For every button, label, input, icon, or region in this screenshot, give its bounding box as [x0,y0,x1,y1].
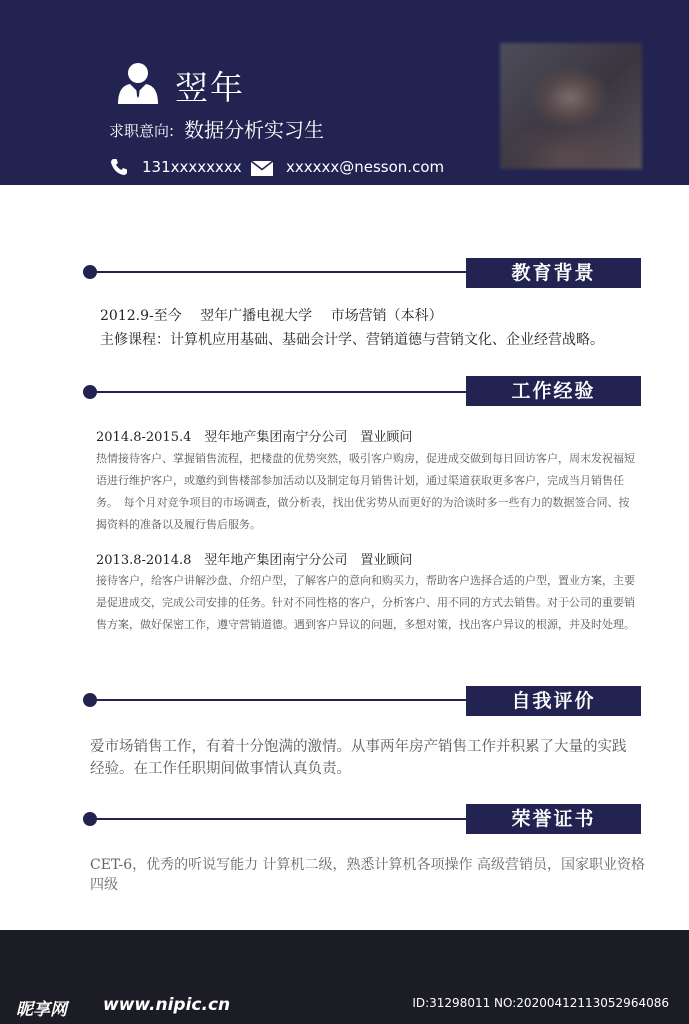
self-eval-section-line [90,699,470,701]
self-eval-text: 爱市场销售工作，有着十分饱满的激情。从事两年房产销售工作并积累了大量的实践经验。在工作任职期间做事情认真负责。 [90,739,627,777]
watermark-id: ID:31298011 NO:20200412113052964086 [412,996,669,1010]
education-section-title: 教育背景 [466,258,641,288]
job-1-heading: 2014.8-2015.4 翌年地产集团南宁分公司 置业顾问 [96,430,413,445]
self-eval-section-title: 自我评价 [466,686,641,716]
honors-section-title: 荣誉证书 [466,804,641,834]
phone-number: 131xxxxxxxx [142,158,242,176]
resume-header [0,0,689,185]
watermark-url: www.nipic.cn [103,995,231,1015]
work-section-title: 工作经验 [466,376,641,406]
job-1-description: 热情接待客户、掌握销售流程，把楼盘的优势突然，吸引客户购房，促进成交做到每日回访客户，周末发祝福短语进行维护客户，或邀约到售楼部参加活动以及制定每月销售计划，通过渠道获取更多客户，完成当月销售任务。 每个月对竞争项目的市场调查，做分析表，找出优劣势从而更好的为洽谈时多一些有力的数据签合同、按揭资料的准备以及履行售后服务。 [96,452,635,531]
watermark-logo: 昵享网 [16,1000,67,1020]
job-intent-value: 数据分析实习生 [184,118,324,142]
education-courses: 主修课程：计算机应用基础、基础会计学、营销道德与营销文化、企业经营战略。 [100,332,604,348]
education-section-line [90,271,470,273]
honors-section-line [90,818,470,820]
honors-text: CET-6，优秀的听说写能力 计算机二级，熟悉计算机各项操作 高级营销员，国家职业资格四级 [90,857,646,893]
email-address: xxxxxx@nesson.com [286,158,445,176]
job-intent-label: 求职意向: [109,122,175,140]
work-section-line [90,391,470,393]
mail-icon [251,161,273,176]
user-icon [116,62,160,104]
candidate-name: 翌年 [175,68,245,107]
education-line-1: 2012.9-至今 翌年广播电视大学 市场营销（本科） [100,308,443,324]
job-2-description: 接待客户，给客户讲解沙盘、介绍户型，了解客户的意向和购买力，帮助客户选择合适的户型，置业方案，主要是促进成交，完成公司安排的任务。针对不同性格的客户，分析客户、用不同的方式去销售。对于公司的重要销售方案，做好保密工作，遵守营销道德。遇到客户异议的问题，多想对策，找出客户异议的根源，并及时处理。 [96,574,635,631]
job-2-heading: 2013.8-2014.8 翌年地产集团南宁分公司 置业顾问 [96,553,413,568]
phone-icon [110,158,128,176]
profile-photo [500,43,642,169]
